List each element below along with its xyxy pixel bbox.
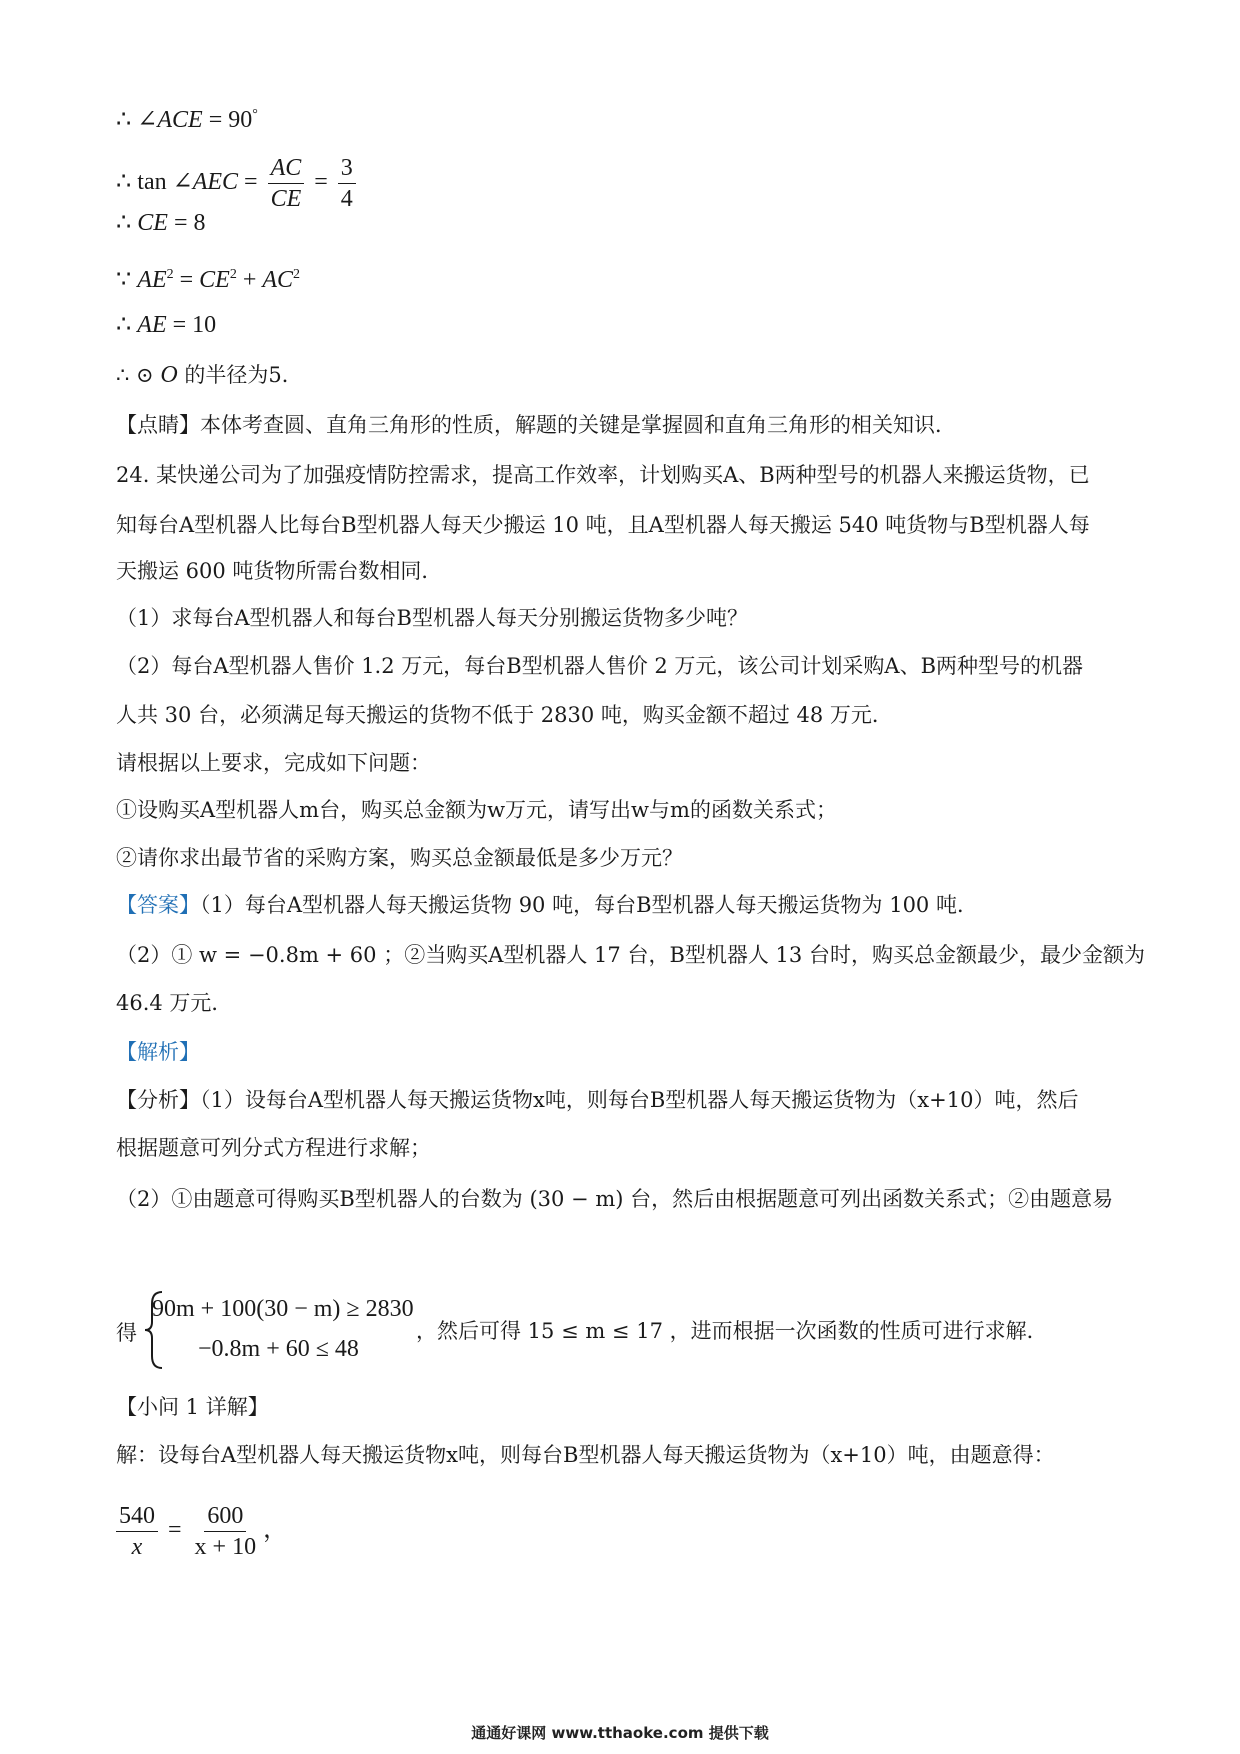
- question-24-text: 天搬运 600 吨货物所需台数相同．: [116, 559, 443, 583]
- fraction: $\frac{600}{x + 10}$: [194, 1502, 257, 1560]
- proof-line-1: ∴ ∠ACE = 90°: [116, 107, 258, 133]
- answer-line: 【答案】（1）每台A型机器人每天搬运货物 90 吨，每台B型机器人每天搬运货物为 100 吨．: [116, 893, 978, 917]
- footer-watermark: 通通好课网 www.tthaoke.com 提供下载: [471, 1724, 769, 1742]
- key-point-note: 【点睛】本体考查圆、直角三角形的性质，解题的关键是掌握圆和直角三角形的相关知识．: [116, 413, 956, 437]
- task-1: ①设购买A型机器人m台，购买总金额为w万元，请写出w与m的函数关系式；: [116, 798, 837, 822]
- subquestion-1-solution-header: 【小问 1 详解】: [116, 1395, 269, 1419]
- system-tail: ，然后可得 15 ≤ m ≤ 17 ，进而根据一次函数的性质可进行求解．: [416, 1319, 1048, 1343]
- inequality-row-1: 90m + 100(30 − m) ≥ 2830: [152, 1296, 414, 1322]
- instruction-text: 请根据以上要求，完成如下问题：: [116, 751, 431, 775]
- fraction: $\frac{540}{x}$: [116, 1501, 158, 1562]
- system-lead: 得: [116, 1321, 137, 1345]
- fraction: $\frac{3}{4}$: [338, 153, 356, 214]
- analysis-text: （2）①由题意可得购买B型机器人的台数为 (30 − m) 台，然后由根据题意可列出函数关系式；②由题意易: [116, 1187, 1114, 1211]
- inequality-row-2: −0.8m + 60 ≤ 48: [198, 1336, 359, 1362]
- proof-line-4: ∵ $AE^2 = CE^2 + AC^2$: [116, 267, 301, 293]
- subquestion-1: （1）求每台A型机器人和每台B型机器人每天分别搬运货物多少吨？: [116, 606, 748, 630]
- subquestion-2: 人共 30 台，必须满足每天搬运的货物不低于 2830 吨，购买金额不超过 48 万元．: [116, 703, 893, 727]
- question-24-text: 24. 某快递公司为了加强疫情防控需求，提高工作效率，计划购买A、B两种型号的机器人来搬运货物，已: [116, 463, 1090, 487]
- proof-line-5: ∴ AE = 10: [116, 312, 217, 338]
- proof-line-6: ∴ ⊙ O 的半径为5．: [116, 362, 303, 388]
- equation-line: $\frac{540}{x}$ = $\frac{600}{x + 10}$ ，: [116, 1500, 287, 1562]
- analysis-text: 【分析】（1）设每台A型机器人每天搬运货物x吨，则每台B型机器人每天搬运货物为（x+10）吨，然后: [116, 1088, 1079, 1112]
- answer-label: 【答案】: [116, 893, 200, 917]
- question-24-text: 知每台A型机器人比每台B型机器人每天少搬运 10 吨，且A型机器人每天搬运 540 吨货物与B型机器人每: [116, 513, 1090, 537]
- subquestion-2: （2）每台A型机器人售价 1.2 万元，每台B型机器人售价 2 万元，该公司计划采购A、B两种型号的机器: [116, 654, 1084, 678]
- analysis-label: 【解析】: [116, 1040, 200, 1064]
- answer-line: 46.4 万元．: [116, 991, 233, 1015]
- fraction: $\frac{AC}{CE}$: [268, 153, 305, 214]
- proof-line-2: ∴ tan ∠AEC = $\frac{AC}{CE}$ = $\frac{3}{4}$: [116, 152, 360, 214]
- analysis-text: 根据题意可列分式方程进行求解；: [116, 1136, 431, 1160]
- task-2: ②请你求出最节省的采购方案，购买总金额最低是多少万元？: [116, 846, 683, 870]
- proof-line-3: ∴ CE = 8: [116, 210, 206, 236]
- inequality-system: [116, 1290, 1116, 1370]
- answer-line: （2）① w = −0.8m + 60 ；②当购买A型机器人 17 台，B型机器人 13 台时，购买总金额最少，最少金额为: [116, 943, 1145, 967]
- solution-text: 解：设每台A型机器人每天搬运货物x吨，则每台B型机器人每天搬运货物为（x+10）吨，由题意得：: [116, 1443, 1055, 1467]
